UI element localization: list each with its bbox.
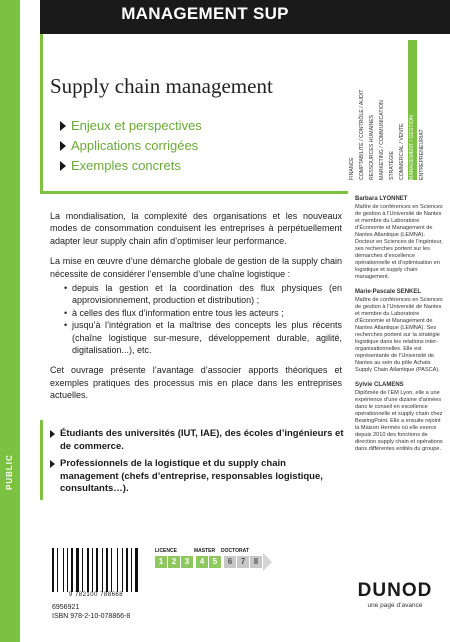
barcode-bar xyxy=(76,548,79,592)
barcode-bar xyxy=(87,548,89,592)
author-block xyxy=(355,196,443,281)
category-item: COMPTABILITÉ / CONTRÔLE / AUDIT xyxy=(359,89,365,180)
degree-box-licence: 1 xyxy=(155,556,167,568)
category-item: RESSOURCES HUMAINES xyxy=(369,114,375,180)
feature-item: Applications corrigées xyxy=(60,138,202,153)
barcode-bar xyxy=(59,548,62,592)
barcode-bar xyxy=(113,548,116,592)
barcode-bar xyxy=(55,548,56,592)
degree-box-doctorat: 7 xyxy=(237,556,249,568)
barcode-bar xyxy=(52,548,54,592)
barcode-bar xyxy=(117,548,118,592)
degree-label: DOCTORAT xyxy=(221,548,249,554)
audience-list xyxy=(50,428,344,501)
degree-box-licence: 2 xyxy=(168,556,180,568)
barcode-bar xyxy=(74,548,75,592)
barcode-bar xyxy=(119,548,121,592)
isbn-block xyxy=(52,603,130,621)
barcode-bar xyxy=(104,548,105,592)
author-block xyxy=(355,382,443,453)
category-list xyxy=(348,40,448,180)
category-item: MARKETING / COMMUNICATION xyxy=(379,100,385,180)
author-bio: Maître de conférences en Sciences de gestion à l’Université de Nantes et membre du Laboratoire d’Économie et Management de Nantes Atlantique (LEMNA). Docteur en Sciences de l’ingénieur, ses recherches portent sur les démarches d’excellence opérationnelle et d’optimisation en logistique et supply chain management. xyxy=(355,204,443,280)
barcode-bar xyxy=(124,548,125,592)
category-item: STRATÉGIE xyxy=(389,150,395,180)
barcode-bars xyxy=(52,548,140,592)
publisher-logo xyxy=(355,580,435,609)
barcode-bar xyxy=(65,548,67,592)
publisher-slogan: une page d’avance xyxy=(367,602,423,609)
description-bullet: • à celles des flux d’information entre tous les acteurs ; xyxy=(64,307,342,319)
feature-list xyxy=(60,118,202,178)
degree-box-doctorat: 6 xyxy=(224,556,236,568)
author-name: Barbara LYONNET xyxy=(355,196,408,202)
description-bullets xyxy=(64,282,342,356)
green-side-strip xyxy=(0,0,20,642)
triangle-bullet-icon xyxy=(60,121,66,131)
barcode-bar xyxy=(71,548,73,592)
barcode-bar xyxy=(135,548,138,592)
barcode-bar xyxy=(133,548,134,592)
series-title: MANAGEMENT SUP xyxy=(121,4,289,23)
barcode-bar xyxy=(57,548,58,592)
degree-box-doctorat: 8 xyxy=(250,556,262,568)
triangle-bullet-icon xyxy=(50,430,55,438)
author-name: Sylvie CLAMENS xyxy=(355,382,404,388)
author-list xyxy=(355,196,443,461)
public-label: PUBLIC xyxy=(5,454,14,490)
author-block xyxy=(355,289,443,374)
degree-boxes xyxy=(155,556,295,571)
barcode-bar xyxy=(80,548,81,592)
barcode-bar xyxy=(111,548,112,592)
author-bio: Diplômée de l’EM Lyon, elle a une expérience d’une dizaine d’années dans le conseil en excellence opérationnelle et supply chain chez BearingPoint. Elle a ensuite rejoint la Maison Hermès où elle exerce depuis 2010 des fonctions de direction supply chain et opérations dans différentes entités du groupe. xyxy=(355,390,443,452)
description-paragraph: La mise en œuvre d’une démarche globale de gestion de la supply chain nécessite de considérer l’ensemble d’une chaîne logistique : xyxy=(50,256,342,279)
arrow-right-icon xyxy=(263,553,272,571)
category-item: ENTREPRENEURIAT xyxy=(419,129,425,180)
barcode-bar xyxy=(126,548,128,592)
series-banner xyxy=(40,0,450,34)
description-paragraph: Cet ouvrage présente l’avantage d’associer apports théoriques et exemples pratiques des processus mis en place dans les entreprises actuelles. xyxy=(50,365,342,401)
feature-item: Exemples concrets xyxy=(60,158,202,173)
barcode-bar xyxy=(82,548,83,592)
degree-box-master: 4 xyxy=(196,556,208,568)
audience-item: Professionnels de la logistique et du supply chain management (chefs d’entreprise, responsables logistique, consultants…). xyxy=(50,458,344,496)
category-item-active: MANAGEMENT / GESTION xyxy=(408,40,417,180)
barcode-bar xyxy=(139,548,140,592)
degree-label: LICENCE xyxy=(155,548,177,554)
barcode-bar xyxy=(122,548,123,592)
book-title: Supply chain management xyxy=(50,74,273,98)
barcode-bar xyxy=(96,548,99,592)
title-frame-bottom xyxy=(40,191,348,194)
degree-level-indicator xyxy=(155,548,295,573)
product-code: 6956921 xyxy=(52,604,80,611)
barcode xyxy=(52,548,140,600)
triangle-bullet-icon xyxy=(60,141,66,151)
barcode-bar xyxy=(129,548,131,592)
author-name: Marie-Pascale SENKEL xyxy=(355,289,422,295)
description-paragraph: La mondialisation, la complexité des organisations et les nouveaux modes de consommation conduisent les entreprises à perpétuellement adapter leur supply chain afin d’optimiser leur performance. xyxy=(50,211,342,246)
audience-item: Étudiants des universités (IUT, IAE), des écoles d’ingénieurs et de commerce. xyxy=(50,428,344,453)
triangle-bullet-icon xyxy=(50,460,55,468)
feature-item: Enjeux et perspectives xyxy=(60,118,202,133)
barcode-bar xyxy=(84,548,86,592)
description xyxy=(50,210,342,410)
barcode-bar xyxy=(109,548,110,592)
degree-box-master: 5 xyxy=(209,556,221,568)
barcode-bar xyxy=(102,548,103,592)
degree-labels xyxy=(155,548,295,554)
barcode-bar xyxy=(94,548,95,592)
author-bio: Maître de conférences en Sciences de gestion à l’Université de Nantes et membre du Laboratoire d’Économie et Management de Nantes Atlantique (LEMNA). Ses recherches portent sur la stratégie logistique dans les relations inter-organisationnelles. Elle est représentante de l’Université de Nantes au sein du pôle Achats Supply Chain Atlantique (PASCA). xyxy=(355,297,443,373)
publisher-name: DUNOD xyxy=(357,580,433,601)
barcode-bar xyxy=(63,548,64,592)
barcode-bar xyxy=(69,548,70,592)
category-item: FINANCE xyxy=(349,157,355,180)
description-bullet: • jusqu’à l’intégration et la maîtrise des concepts les plus récents (chaîne logistique sur-mesure, développement durable, agilité, digitalisation...), etc. xyxy=(64,319,342,356)
barcode-number: 9 782100 788668 xyxy=(68,592,124,598)
triangle-bullet-icon xyxy=(60,161,66,171)
barcode-bar xyxy=(92,548,93,592)
description-bullet: • depuis la gestion et la coordination des flux physiques (en approvisionnement, production et distribution) ; xyxy=(64,282,342,307)
title-frame-left xyxy=(40,34,43,194)
barcode-bar xyxy=(67,548,68,592)
degree-box-licence: 3 xyxy=(181,556,193,568)
barcode-bar xyxy=(106,548,108,592)
barcode-bar xyxy=(99,548,101,592)
barcode-bar xyxy=(131,548,132,592)
degree-label: MASTER xyxy=(194,548,216,554)
barcode-bar xyxy=(90,548,91,592)
isbn: ISBN 978-2-10-078866-8 xyxy=(52,613,131,620)
category-item: COMMERCIAL / VENTE xyxy=(399,123,405,180)
